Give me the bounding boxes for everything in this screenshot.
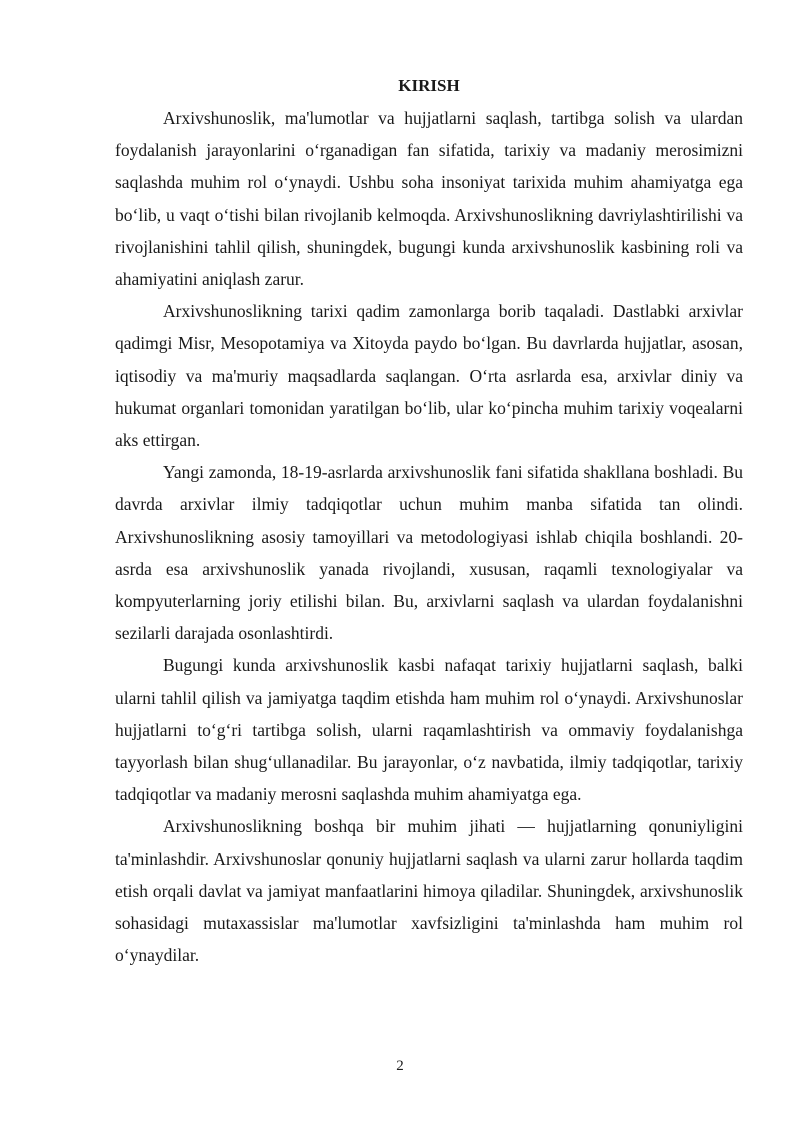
paragraph-5: Arxivshunoslikning boshqa bir muhim jihati — hujjatlarning qonuniyligini ta'minlashdir. Arxivshunoslar qonuniy hujjatlarni saqlash va ularni zarur hollarda taqdim etish orqali davlat va jamiyat manfaatlarini himoya qiladilar. Shuningdek, arxivshunoslik sohasidagi mutaxassislar ma'lumotlar xavfsizligini ta'minlashda ham muhim rol o‘ynaydilar. (115, 816, 743, 966)
page-title: KIRISH (398, 76, 460, 95)
page-content (115, 70, 743, 971)
paragraph-2: Arxivshunoslikning tarixi qadim zamonlarga borib taqaladi. Dastlabki arxivlar qadimgi Misr, Mesopotamiya va Xitoyda paydo bo‘lgan. Bu davrlarda hujjatlar, asosan, iqtisodiy va ma'muriy maqsadlarda saqlangan. O‘rta asrlarda esa, arxivlar diniy va hukumat organlari tomonidan yaratilgan bo‘lib, ular ko‘pincha muhim tarixiy voqealarni aks ettirgan. (115, 301, 743, 451)
paragraph-4: Bugungi kunda arxivshunoslik kasbi nafaqat tarixiy hujjatlarni saqlash, balki ularni tahlil qilish va jamiyatga taqdim etishda ham muhim rol o‘ynaydi. Arxivshunoslar hujjatlarni to‘g‘ri tartibga solish, ularni raqamlashtirish va ommaviy foydalanishga tayyorlash bilan shug‘ullanadilar. Bu jarayonlar, o‘z navbatida, ilmiy tadqiqotlar, tarixiy tadqiqotlar va madaniy merosni saqlashda muhim ahamiyatga ega. (115, 655, 743, 805)
page-number: 2 (396, 1058, 404, 1074)
paragraph-1: Arxivshunoslik, ma'lumotlar va hujjatlarni saqlash, tartibga solish va ulardan foydalanish jarayonlarini o‘rganadigan fan sifatida, tarixiy va madaniy merosimizni saqlashda muhim rol o‘ynaydi. Ushbu soha insoniyat tarixida muhim ahamiyatga ega bo‘lib, u vaqt o‘tishi bilan rivojlanib kelmoqda. Arxivshunoslikning davriylashtirilishi va rivojlanishini tahlil qilish, shuningdek, bugungi kunda arxivshunoslik kasbining roli va ahamiyatini aniqlash zarur. (115, 108, 743, 290)
paragraph-3: Yangi zamonda, 18-19-asrlarda arxivshunoslik fani sifatida shakllana boshladi. Bu davrda arxivlar ilmiy tadqiqotlar uchun muhim manba sifatida tan olindi. Arxivshunoslikning asosiy tamoyillari va metodologiyasi ishlab chiqila boshlandi. 20-asrda esa arxivshunoslik yanada rivojlandi, xususan, raqamli texnologiyalar va kompyuterlarning joriy etilishi bilan. Bu, arxivlarni saqlash va ulardan foydalanishni sezilarli darajada osonlashtirdi. (115, 462, 743, 644)
